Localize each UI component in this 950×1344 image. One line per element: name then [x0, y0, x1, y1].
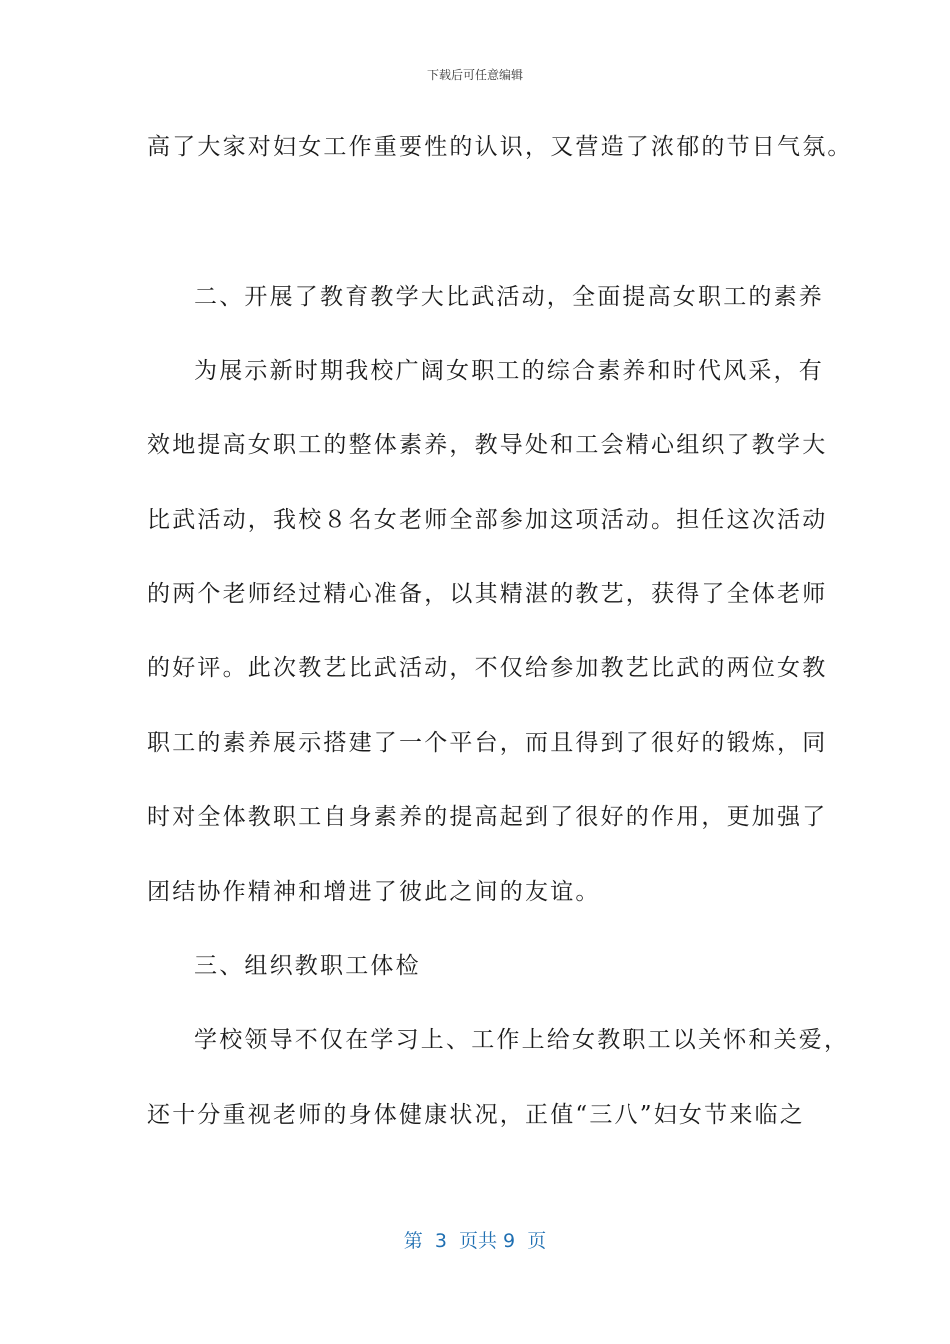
- page-number-footer: 第 3 页共 9 页: [403, 1230, 547, 1252]
- paragraph-line: 效地提高女职工的整体素养，教导处和工会精心组织了教学大: [147, 432, 828, 458]
- paragraph-line: 团结协作精神和增进了彼此之间的友谊。: [147, 879, 601, 905]
- page-header: 下载后可任意编辑: [426, 68, 523, 82]
- paragraph-line: 学校领导不仅在学习上、工作上给女教职工以关怀和关爱，: [194, 1027, 850, 1053]
- paragraph-line: 职工的素养展示搭建了一个平台，而且得到了很好的锻炼，同: [147, 730, 828, 756]
- paragraph-line: 的两个老师经过精心准备，以其精湛的教艺，获得了全体老师: [147, 581, 828, 607]
- paragraph-line: 为展示新时期我校广阔女职工的综合素养和时代风采，有: [194, 358, 824, 384]
- paragraph-line: 高了大家对妇女工作重要性的认识，又营造了浓郁的节日气氛。: [147, 134, 853, 160]
- paragraph-line: 还十分重视老师的身体健康状况，正值“三八”妇女节来临之: [147, 1102, 805, 1128]
- paragraph-line: 的好评。此次教艺比武活动，不仅给参加教艺比武的两位女教: [147, 655, 828, 681]
- paragraph-line: 比武活动，我校８名女老师全部参加这项活动。担任这次活动: [147, 507, 828, 533]
- section-heading: 三、组织教职工体检: [194, 953, 421, 979]
- section-heading: 二、开展了教育教学大比武活动，全面提高女职工的素养: [194, 284, 824, 310]
- paragraph-line: 时对全体教职工自身素养的提高起到了很好的作用，更加强了: [147, 804, 828, 830]
